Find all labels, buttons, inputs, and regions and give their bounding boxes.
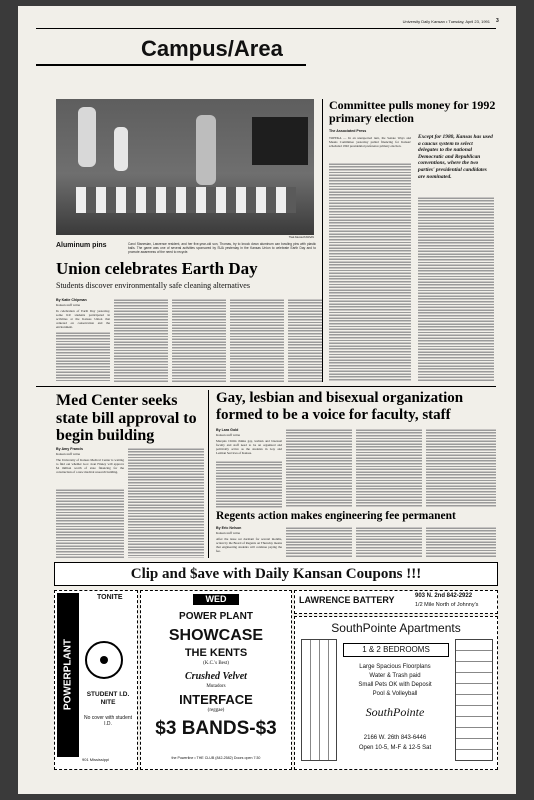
photo-title: Aluminum pins bbox=[56, 242, 107, 249]
wed-price: $3 BANDS-$3 bbox=[155, 718, 277, 739]
photo-figure-child bbox=[114, 127, 128, 171]
medcenter-role: Kansan staff writer bbox=[56, 452, 81, 456]
glb-col-3 bbox=[356, 428, 422, 508]
committee-col-1 bbox=[329, 162, 411, 382]
committee-pullquote: Except for 1980, Kansas has used a caucus system to select delegates to the national Democratic and Republican conventions, where the two parties' presidential candidates are nominated. bbox=[418, 134, 493, 180]
glb-headline: Gay, lesbian and bisexual organization formed to be a voice for faculty, staff bbox=[216, 390, 464, 423]
apartments-feature-2: Water & Trash paid bbox=[369, 673, 421, 679]
coupons-banner bbox=[54, 562, 498, 586]
tonite-line-1: STUDENT I.D. NITE bbox=[86, 691, 130, 706]
wed-showcase: SHOWCASE bbox=[168, 627, 264, 644]
apartments-feature-1: Large Spacious Floorplans bbox=[359, 664, 431, 670]
earthday-col-5 bbox=[288, 298, 322, 382]
photo-figure-woman bbox=[196, 115, 216, 185]
mid-rule bbox=[36, 386, 496, 387]
apartments-phone: 2166 W. 26th 843-6446 bbox=[363, 735, 427, 741]
earthday-col-4 bbox=[230, 298, 284, 382]
earthday-col-3 bbox=[172, 298, 226, 382]
apartments-feature-4: Pool & Volleyball bbox=[372, 691, 418, 697]
coupon-ad-apartments bbox=[294, 616, 498, 770]
committee-lead: TOPEKA — In an unexpected turn, the Senate Ways and Means Committee yesterday pulled financing for Kansas' scheduled 1992 presidential preference primary election. bbox=[329, 136, 411, 148]
coupon-ad-battery bbox=[294, 590, 498, 614]
glb-byline: By Lara Gold bbox=[216, 428, 239, 432]
medcenter-byline: By Amy Francis bbox=[56, 447, 84, 451]
medcenter-divider bbox=[208, 390, 209, 558]
floorplan-left bbox=[301, 639, 337, 761]
regents-col-4 bbox=[426, 526, 496, 558]
wed-band-1: THE KENTS bbox=[184, 647, 248, 659]
apartments-feature-3: Small Pets OK with Deposit bbox=[358, 682, 432, 688]
photo-table bbox=[252, 117, 308, 165]
medcenter-lead: The University of Kansas Medical Center is waiting to find out whether Gov. Joan Finney will approve $4 million worth of state financing for the construction of a new medical research building. bbox=[56, 458, 124, 474]
wed-band-1-note: (K.C.'s Best) bbox=[203, 661, 229, 666]
coupons-banner-text: Clip and $ave with Daily Kansan Coupons !!! bbox=[130, 566, 422, 582]
earthday-headline: Union celebrates Earth Day bbox=[56, 259, 258, 278]
committee-headline: Committee pulls money for 1992 primary election bbox=[329, 98, 496, 125]
battery-name: LAWRENCE BATTERY bbox=[299, 595, 395, 605]
photo-credit: Thad Allender/KANSAN bbox=[288, 236, 314, 239]
committee-divider bbox=[322, 99, 323, 382]
tonite-vertical-brand: POWERPLANT bbox=[62, 638, 74, 711]
glb-lead: Marquis Childs thinks gay, lesbian and bisexual faculty and staff need to be an organized and politically active as the students in Gay and Lesbian Services of Kansas. bbox=[216, 439, 282, 455]
apartments-units: 1 & 2 BEDROOMS bbox=[343, 643, 449, 657]
wed-band-3-note: (reggae) bbox=[207, 708, 225, 713]
tonite-line-2: No cover with student I.D. bbox=[83, 715, 133, 727]
glb-col-2 bbox=[286, 428, 352, 508]
wed-band-3: INTERFACE bbox=[179, 692, 253, 707]
committee-col-2 bbox=[418, 196, 494, 382]
glb-col-4 bbox=[426, 428, 496, 508]
wed-band-2-note: Mutadors bbox=[206, 684, 226, 689]
regents-col-3 bbox=[356, 526, 422, 558]
coupon-ad-tonite bbox=[54, 590, 138, 770]
apartments-title: SouthPointe Apartments bbox=[331, 621, 461, 635]
regents-headline: Regents action makes engineering fee permanent bbox=[216, 510, 456, 522]
southpointe-logo: SouthPointe bbox=[365, 705, 425, 719]
photo-cans bbox=[76, 187, 296, 213]
section-title: Campus/Area bbox=[141, 36, 283, 61]
photo-figure-left bbox=[78, 107, 96, 167]
section-rule bbox=[36, 64, 306, 66]
earthday-subhead: Students discover environmentally safe cleaning alternatives bbox=[56, 281, 250, 290]
coupon-ad-wed bbox=[140, 590, 292, 770]
battery-directions: 1/2 Mile North of Johnny's bbox=[415, 602, 479, 608]
regents-byline: By Eric Nelson bbox=[216, 526, 242, 530]
earthday-col-2 bbox=[114, 298, 168, 382]
regents-lead: After the issue sat dormant for several months, action by the Board of Regents on Thursday means that engineering students will continue paying the fee. bbox=[216, 537, 282, 553]
earthday-col-1 bbox=[56, 331, 110, 381]
photo-caption: Carol Stanesian, Lawrence resident, and her five-year-old son, Thomas, try to knock down aluminum can bowling pins with plastic balls. The game was one of several activities sponsored by SUA yesterday in the Kansas Union to celebrate Earth Day and to promote awareness of the need to recycle. bbox=[128, 242, 316, 254]
wed-footer: the Powerline • THE CLUB (842-2582) Doors open 7:30 bbox=[171, 756, 261, 760]
regents-col-2 bbox=[286, 526, 352, 558]
regents-role: Kansan staff writer bbox=[216, 531, 241, 535]
wed-brand: POWER PLANT bbox=[179, 611, 253, 622]
medcenter-col-1 bbox=[56, 488, 124, 558]
masthead-rule bbox=[36, 28, 496, 29]
glb-col-1 bbox=[216, 460, 282, 508]
glb-role: Kansan staff writer bbox=[216, 433, 241, 437]
tonite-heading: TONITE bbox=[97, 594, 123, 601]
wed-band-2: Crushed Velvet bbox=[185, 671, 247, 682]
masthead-date: University Daily Kansan • Tuesday, April 23, 1991 bbox=[402, 19, 490, 24]
tonite-footer: 901 Mississippi bbox=[82, 757, 110, 762]
floorplan-right bbox=[455, 639, 493, 761]
wed-day: WED bbox=[193, 594, 239, 605]
newspaper-page bbox=[18, 6, 516, 794]
earth-day-photo bbox=[56, 99, 314, 235]
apartments-hours: Open 10-5, M-F & 12-5 Sat bbox=[358, 745, 432, 751]
medcenter-headline: Med Center seeks state bill approval to begin building bbox=[56, 392, 197, 444]
radiation-icon bbox=[85, 641, 123, 679]
committee-byline: The Associated Press bbox=[329, 129, 367, 133]
earthday-lead: In celebration of Earth Day yesterday, some KU students participated in activities at the Kansas Union that centered on conservation and the environment. bbox=[56, 309, 110, 329]
battery-address: 903 N. 2nd 842-2922 bbox=[415, 593, 473, 599]
earthday-role: Kansan staff writer bbox=[56, 303, 81, 307]
medcenter-col-2 bbox=[128, 447, 204, 558]
page-number: 3 bbox=[496, 18, 499, 24]
earthday-byline: By Katie Chipman bbox=[56, 298, 87, 302]
